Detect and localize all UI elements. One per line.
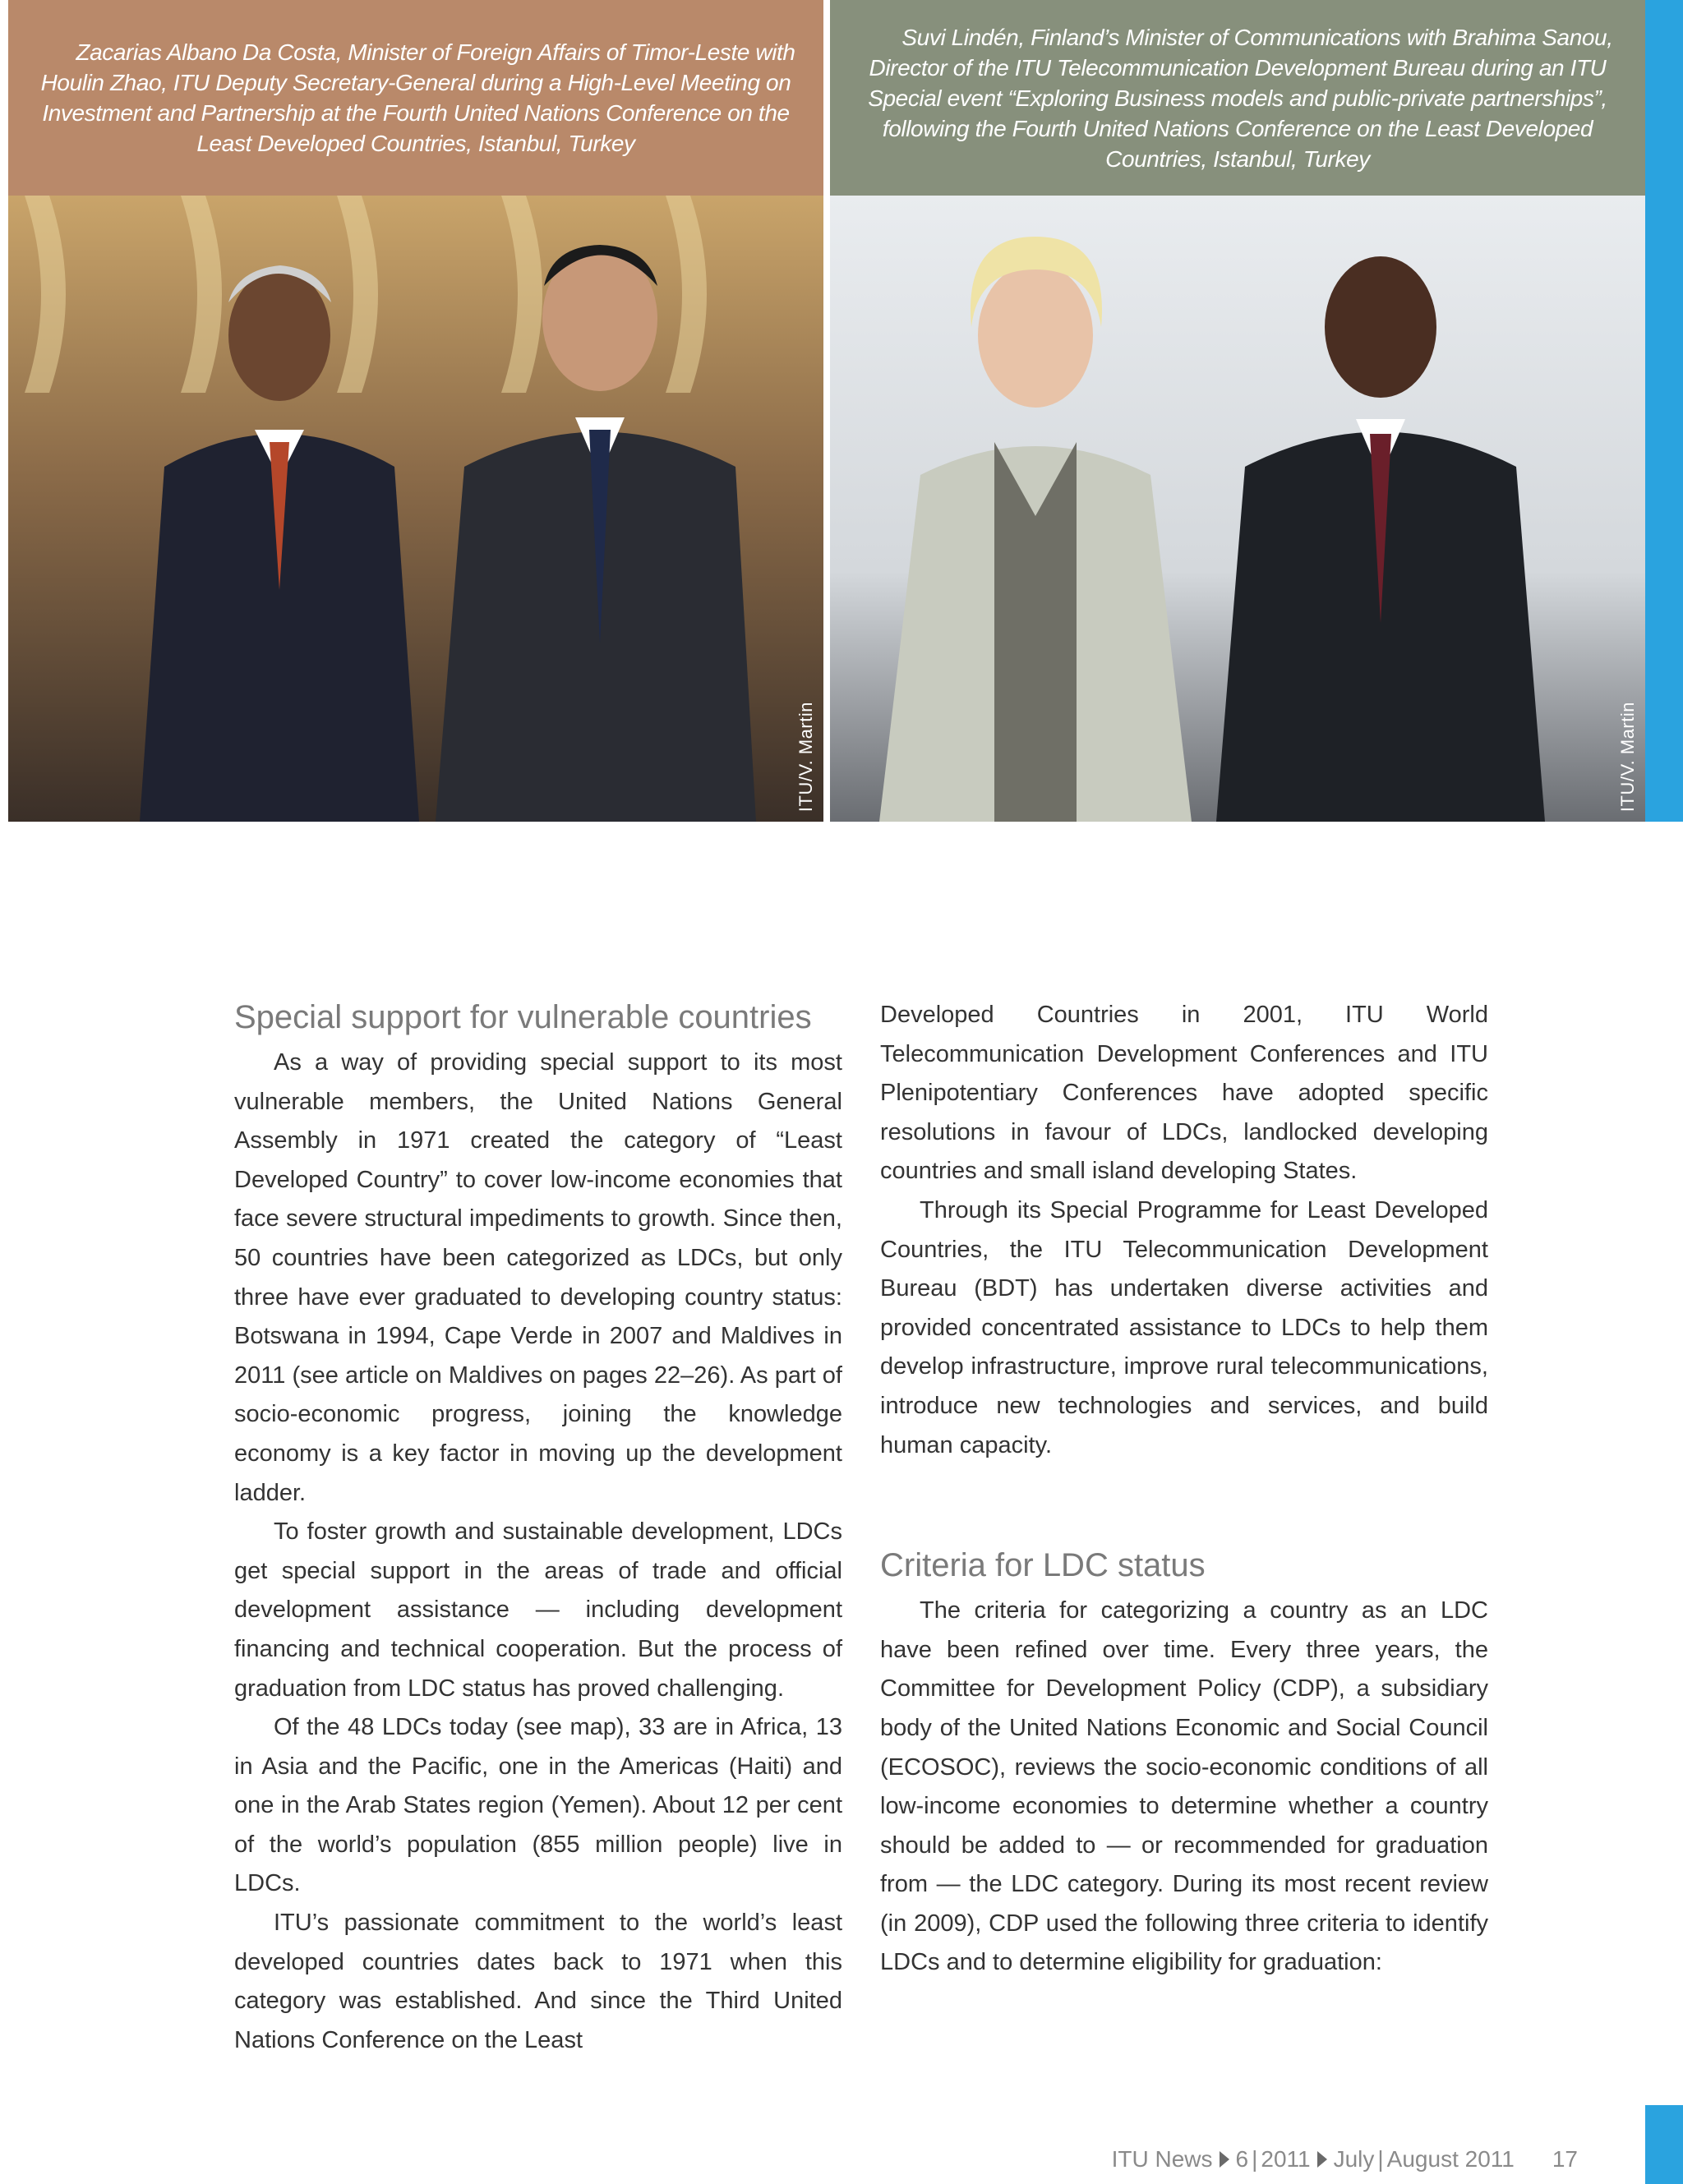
footer-publication: ITU News [1111, 2146, 1213, 2172]
footer-separator: | [1252, 2146, 1258, 2172]
footer-month2: August 2011 [1386, 2146, 1515, 2172]
footer-issue: 6 [1235, 2146, 1249, 2172]
paragraph: ITU’s passionate commitment to the world’s least developed countries dates back to 1971 when this category was established. And since the Third United Nations Conference on the Least [234, 1910, 842, 2053]
paragraph-continued: Developed Countries in 2001, ITU World Telecommunication Development Conferences and ITU Plenipotentiary Conferences have adopted specific resolutions in favour of LDCs, landlocked developing countries and small island developing States. [880, 1002, 1488, 1185]
accent-strip-top [1645, 0, 1683, 822]
photo-credit-right: ITU/V. Martin [1617, 701, 1638, 812]
footer-month: July [1333, 2146, 1375, 2172]
photo-right-image [830, 196, 1645, 822]
photo-caption-right: Suvi Lindén, Finland’s Minister of Communications with Brahima Sanou, Director of the ITU Telecommunication Development Bureau during an ITU Special event “Exploring Business models and public-private partnerships”, following the Fourth United Nations Conference on the Least Developed Countries, Istanbul, Turkey [868, 24, 1613, 172]
footer-year: 2011 [1261, 2146, 1311, 2172]
paragraph: Of the 48 LDCs today (see map), 33 are in Africa, 13 in Asia and the Pacific, one in the Americas (Haiti) and one in the Arab States region (Yemen). About 12 per cent of the world’s population (855 million people) live in LDCs. [234, 1714, 842, 1897]
photo-credit-left: ITU/V. Martin [795, 701, 816, 812]
article-column-right [880, 996, 1488, 1983]
photo-caption-box-right [830, 0, 1645, 196]
photo-left-image [8, 196, 823, 822]
paragraph: As a way of providing special support to its most vulnerable members, the United Nations General Assembly in 1971 created the category of “Least Developed Country” to cover low-income economies that face severe structural impediments to growth. Since then, 50 countries have been categorized as LDCs, but only three have ever graduated to developing country status: Botswana in 1994, Cape Verde in 2007 and Maldives in 2011 (see article on Maldives on pages 22–26). As part of socio-economic progress, joining the knowledge economy is a key factor in moving up the development ladder. [234, 1049, 842, 1506]
photo-caption-left: Zacarias Albano Da Costa, Minister of Foreign Affairs of Timor-Leste with Houlin Zhao, ITU Deputy Secretary-General during a High-Level Meeting on Investment and Partnership at the Fourth United Nations Conference on the Least Developed Countries, Istanbul, Turkey [40, 39, 795, 156]
paragraph: The criteria for categorizing a country as an LDC have been refined over time. Every three years, the Committee for Development Policy (CDP), a subsidiary body of the United Nations Economic and Social Council (ECOSOC), reviews the socio-economic conditions of all low-income economies to determine whether a country should be added to — or recommended for graduation from — the LDC category. During its most recent review (in 2009), CDP used the following three criteria to identify LDCs and to determine eligibility for graduation: [880, 1597, 1488, 1976]
page-number: 17 [1552, 2146, 1578, 2172]
photo-left [8, 196, 823, 822]
article-column-left [234, 996, 842, 2060]
triangle-right-icon [1220, 2151, 1229, 2168]
photo-right [830, 196, 1645, 822]
accent-strip-bottom [1645, 2105, 1683, 2184]
section-spacer [880, 1465, 1488, 1544]
section-heading-special-support: Special support for vulnerable countries [234, 999, 812, 1035]
section-heading-criteria: Criteria for LDC status [880, 1547, 1206, 1584]
photo-panel-left [8, 0, 823, 822]
page-footer [986, 2146, 1578, 2172]
photo-caption-box-left [8, 0, 823, 196]
footer-separator: | [1377, 2146, 1384, 2172]
photo-panel-right [830, 0, 1645, 822]
paragraph: To foster growth and sustainable development, LDCs get special support in the areas of trade and official development assistance — including development financing and technical cooperation. But the process of graduation from LDC status has proved challenging. [234, 1518, 842, 1702]
triangle-right-icon [1317, 2151, 1327, 2168]
paragraph: Through its Special Programme for Least Developed Countries, the ITU Telecommunication Development Bureau (BDT) has undertaken diverse activities and provided concentrated assistance to LDCs to help them develop infrastructure, improve rural telecommunications, introduce new technologies and services, and build human capacity. [880, 1196, 1488, 1458]
